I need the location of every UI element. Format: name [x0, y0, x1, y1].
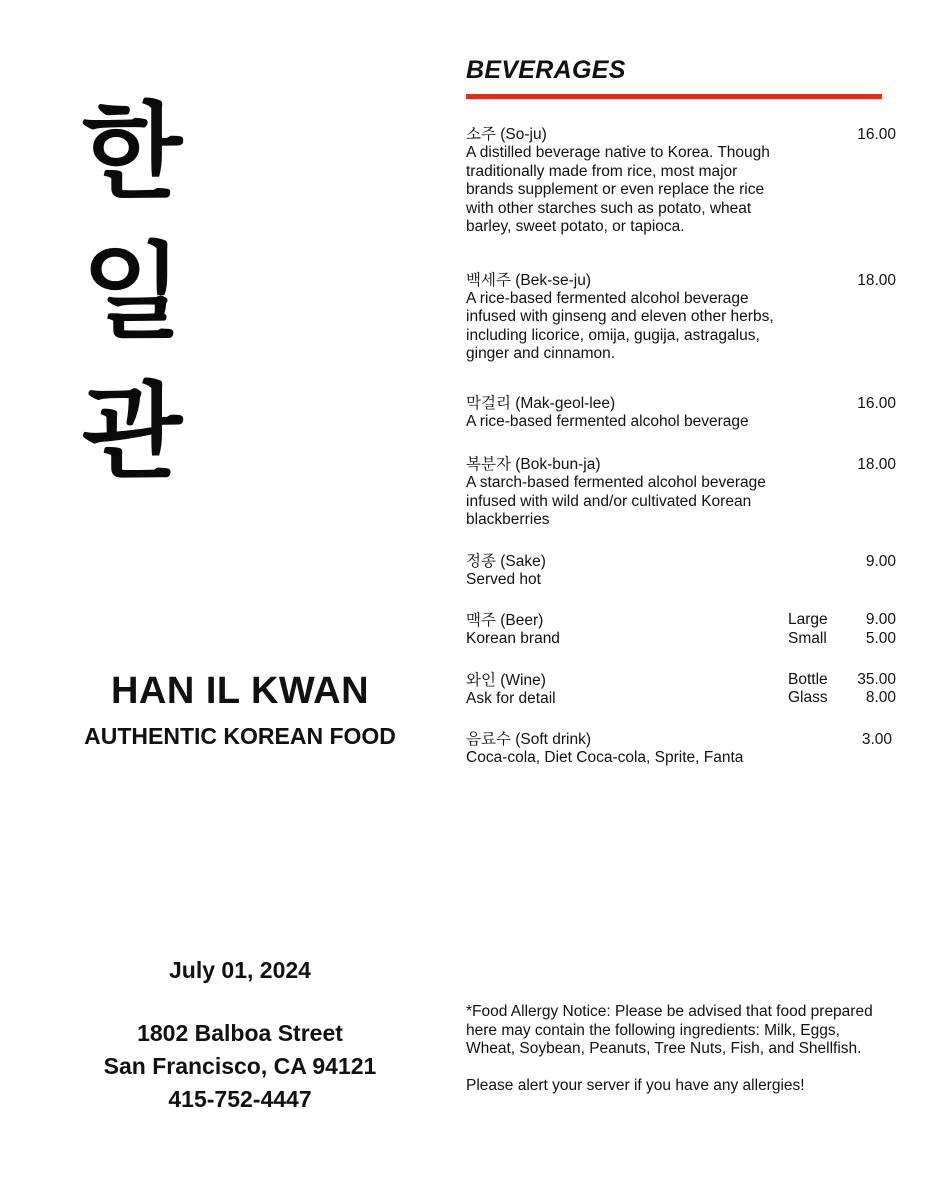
- item-name: 음료수 (Soft drink): [466, 731, 592, 748]
- item-name: 맥주 (Beer): [466, 612, 544, 629]
- item-price: 18.00: [857, 271, 896, 289]
- menu-item-soft-drink: [466, 730, 896, 768]
- korean-char-han: 한: [81, 90, 183, 213]
- menu-item-sake: [466, 552, 896, 590]
- item-description: Korean brand: [466, 630, 560, 647]
- item-description: Served hot: [466, 570, 541, 588]
- size-options: [788, 611, 896, 648]
- item-name: 막걸리 (Mak-geol-lee): [466, 394, 616, 412]
- size-options: [788, 671, 896, 708]
- item-price: 3.00: [861, 731, 892, 748]
- menu-date: July 01, 2024: [169, 957, 311, 983]
- size-row: [788, 689, 896, 708]
- address-line-2: San Francisco, CA 94121: [103, 1053, 377, 1079]
- size-label: Large: [788, 611, 828, 628]
- size-label: Small: [788, 629, 827, 647]
- item-description: A starch-based fermented alcohol beverage infused with wild and/or cultivated Korean blackberries: [466, 474, 766, 528]
- item-name: 와인 (Wine): [466, 671, 546, 689]
- brand-tagline: AUTHENTIC KOREAN FOOD: [84, 723, 396, 749]
- menu-item-bokbunja: [466, 455, 896, 530]
- menu-item-wine: [466, 671, 896, 709]
- item-name: 정종 (Sake): [466, 552, 546, 570]
- item-description: A rice-based fermented alcohol beverage infused with ginseng and eleven other herbs, including licorice, omija, gugija, astragalus, ginger and cinnamon.: [466, 289, 774, 362]
- size-label: Bottle: [788, 670, 828, 688]
- item-price: 16.00: [857, 394, 896, 412]
- menu-item-beer: [466, 611, 896, 649]
- allergy-notice: [466, 1003, 886, 1095]
- item-description: Coca-cola, Diet Coca-cola, Sprite, Fanta: [466, 749, 744, 766]
- size-price: 5.00: [865, 629, 896, 647]
- allergy-notice-text: *Food Allergy Notice: Please be advised that food prepared here may contain the following ingredients: Milk, Eggs, Wheat, Soybean, Peanuts, Tree Nuts, Fish, and Shellfish.: [466, 1003, 873, 1057]
- item-description: Ask for detail: [466, 689, 556, 707]
- item-price: 18.00: [857, 456, 896, 473]
- brand-block: [60, 668, 420, 750]
- menu-item-soju: [466, 125, 896, 237]
- item-description: A rice-based fermented alcohol beverage: [466, 412, 749, 430]
- size-row: [788, 611, 896, 630]
- korean-char-il: 일: [81, 230, 183, 353]
- korean-restaurant-name: [72, 82, 192, 502]
- phone-number: 415-752-4447: [168, 1086, 312, 1112]
- size-label: Glass: [788, 689, 828, 706]
- size-price: 8.00: [865, 689, 896, 706]
- size-row: [788, 671, 896, 690]
- item-price: 9.00: [865, 552, 896, 570]
- item-name: 복분자 (Bok-bun-ja): [466, 456, 601, 473]
- item-name: 백세주 (Bek-se-ju): [466, 271, 592, 289]
- size-price: 35.00: [857, 670, 896, 688]
- section-divider: [466, 94, 882, 99]
- korean-char-kwan: 관: [81, 370, 183, 493]
- brand-name: HAN IL KWAN: [110, 670, 370, 712]
- menu-item-makgeolli: [466, 394, 896, 432]
- item-name: 소주 (So-ju): [466, 126, 547, 143]
- section-title: BEVERAGES: [466, 56, 626, 84]
- size-price: 9.00: [865, 611, 896, 628]
- allergy-alert-text: Please alert your server if you have any allergies!: [466, 1076, 805, 1094]
- address-line-1: 1802 Balboa Street: [137, 1020, 343, 1046]
- menu-item-bekseju: [466, 271, 896, 364]
- restaurant-info: [60, 954, 420, 1116]
- item-description: A distilled beverage native to Korea. Though traditionally made from rice, most major brands supplement or even replace the rice with other starches such as potato, wheat barley, sweet potato, or tapioca.: [466, 144, 770, 235]
- size-row: [788, 630, 896, 649]
- item-price: 16.00: [857, 126, 896, 143]
- beverage-menu: [466, 54, 896, 768]
